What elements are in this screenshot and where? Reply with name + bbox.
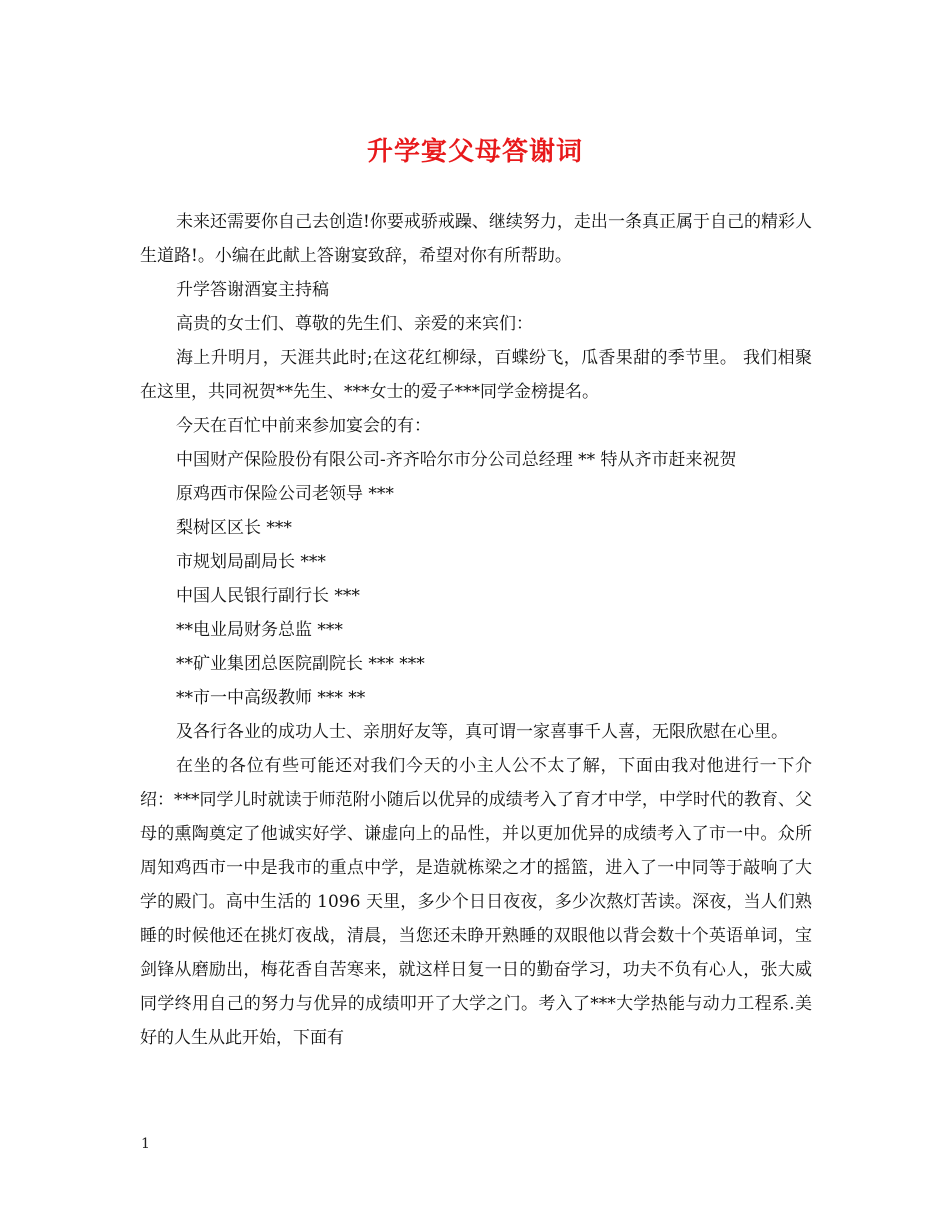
paragraph: 升学答谢酒宴主持稿 bbox=[176, 280, 329, 300]
paragraph: 海上升明月，天涯共此时;在这花红柳绿，百蝶纷飞，瓜香果甜的季节里。 我们相聚在这里，共同祝贺**先生、***女士的爱子***同学金榜提名。 bbox=[140, 348, 812, 402]
page-number: 1 bbox=[141, 1136, 150, 1152]
paragraph: **电业局财务总监 *** bbox=[176, 620, 343, 640]
paragraph: 原鸡西市保险公司老领导 *** bbox=[176, 484, 394, 504]
document-title: 升学宴父母答谢词 bbox=[366, 137, 583, 167]
document-body bbox=[140, 205, 812, 1055]
paragraph: 及各行各业的成功人士、亲朋好友等，真可谓一家喜事千人喜，无限欣慰在心里。 bbox=[176, 722, 788, 742]
paragraph: 高贵的女士们、尊敬的先生们、亲爱的来宾们： bbox=[176, 314, 533, 334]
paragraph: 中国人民银行副行长 *** bbox=[176, 586, 360, 606]
paragraph: 中国财产保险股份有限公司-齐齐哈尔市分公司总经理 ** 特从齐市赶来祝贺 bbox=[176, 450, 737, 470]
paragraph: 市规划局副局长 *** bbox=[176, 552, 326, 572]
paragraph: **矿业集团总医院副院长 *** *** bbox=[176, 654, 425, 674]
paragraph: **市一中高级教师 *** ** bbox=[176, 688, 366, 708]
paragraph: 未来还需要你自己去创造!你要戒骄戒躁、继续努力，走出一条真正属于自己的精彩人生道路!。小编在此献上答谢宴致辞，希望对你有所帮助。 bbox=[140, 212, 812, 266]
paragraph: 梨树区区长 *** bbox=[176, 518, 292, 538]
paragraph: 在坐的各位有些可能还对我们今天的小主人公不太了解，下面由我对他进行一下介绍：***同学儿时就读于师范附小随后以优异的成绩考入了育才中学，中学时代的教育、父母的熏陶奠定了他诚实好学、谦虚向上的品性，并以更加优异的成绩考入了市一中。众所周知鸡西市一中是我市的重点中学，是造就栋梁之才的摇篮，进入了一中同等于敲响了大学的殿门。高中生活的 1096 天里，多少个日日夜夜，多少次熬灯苦读。深夜，当人们熟睡的时候他还在挑灯夜战，清晨，当您还未睁开熟睡的双眼他以背会数十个英语单词，宝剑锋从磨励出，梅花香自苦寒来，就这样日复一日的勤奋学习，功夫不负有心人，张大威同学终用自己的努力与优异的成绩叩开了大学之门。考入了***大学热能与动力工程系.美好的人生从此开始，下面有 bbox=[140, 756, 812, 1048]
paragraph: 今天在百忙中前来参加宴会的有： bbox=[176, 416, 431, 436]
